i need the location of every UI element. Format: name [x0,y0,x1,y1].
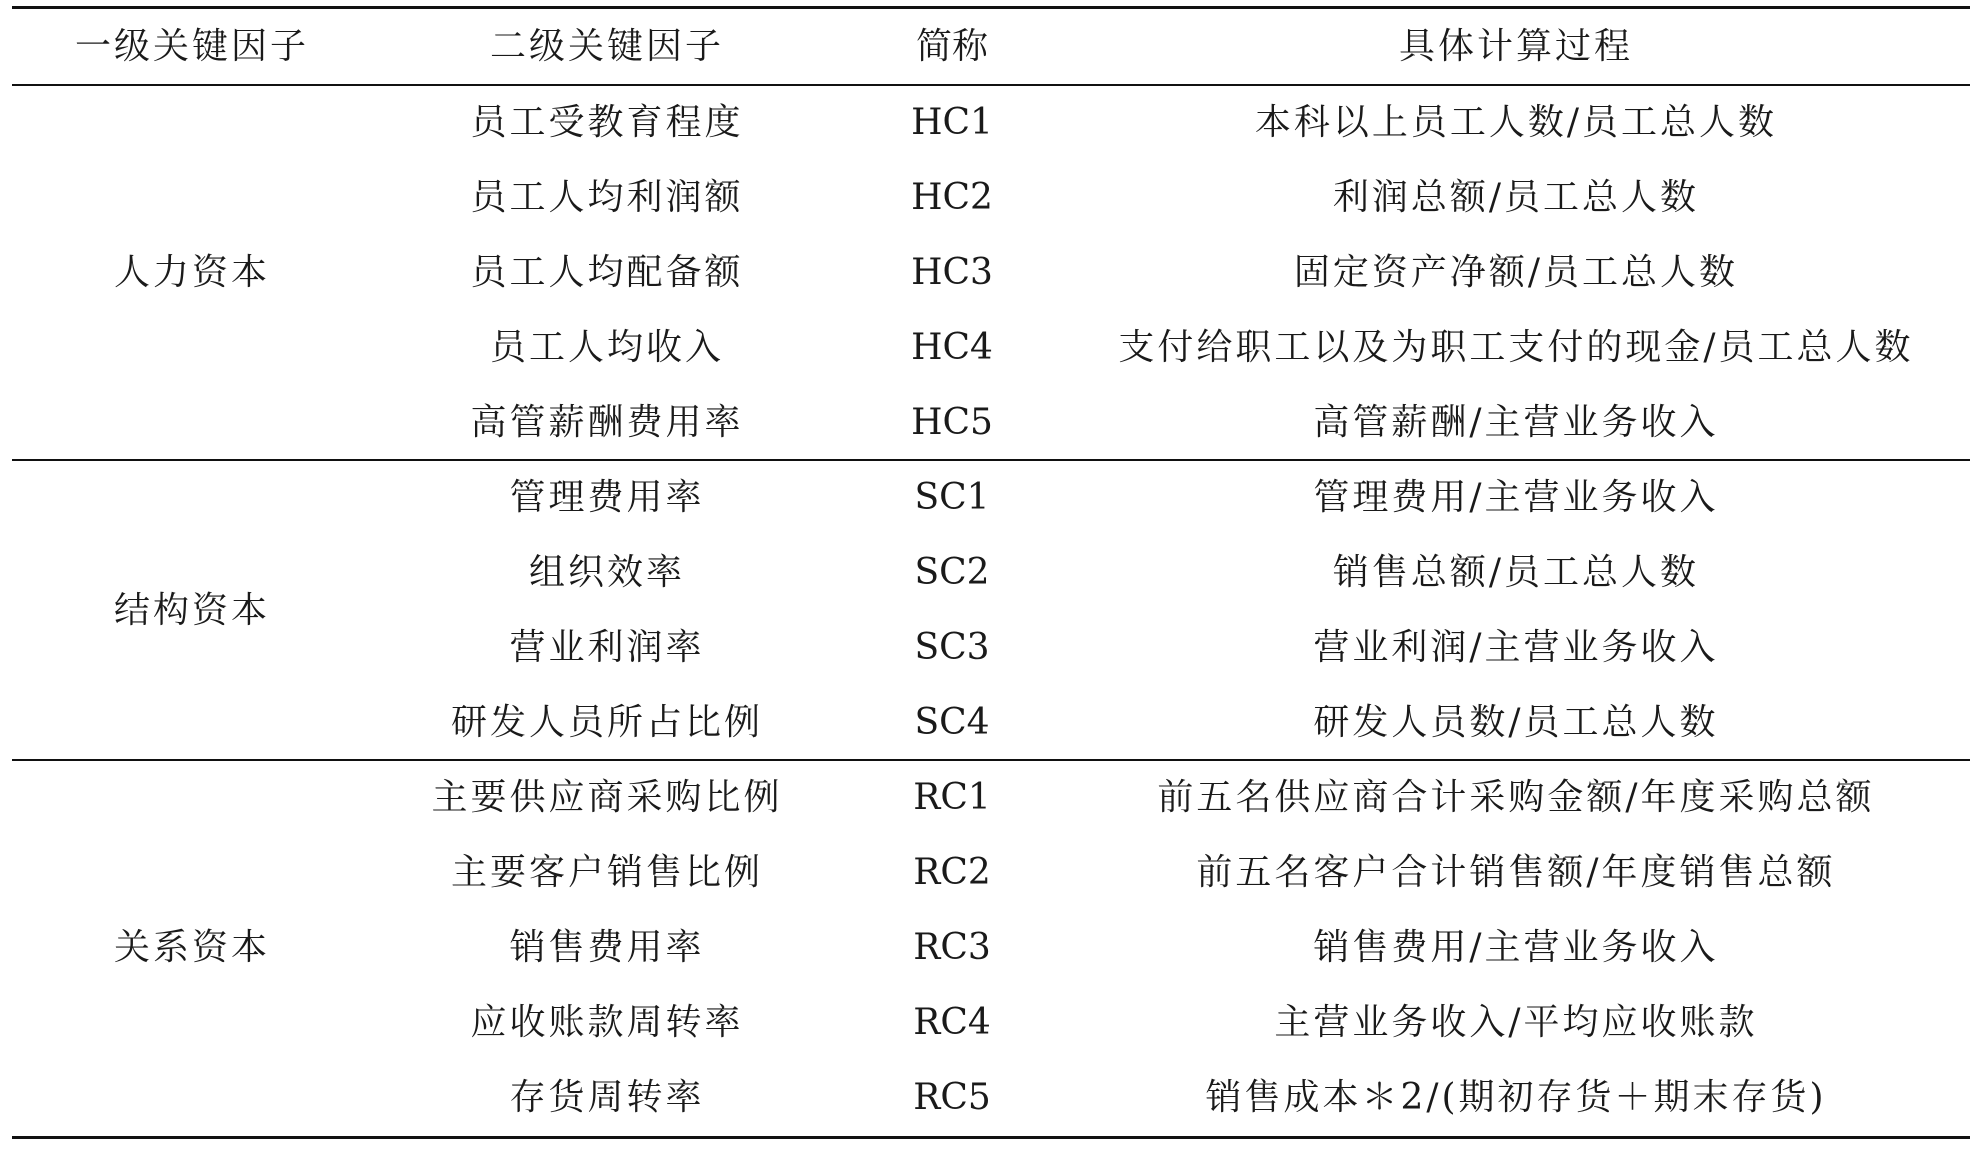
header-abbreviation: 简称 [915,26,988,67]
group-label-relational-capital: 关系资本 [113,927,270,968]
table-row-factor: 主要客户销售比例 [450,852,763,893]
table-row-formula: 高管薪酬/主营业务收入 [1313,402,1719,443]
table-row-abbr: SC3 [914,627,990,668]
header-calculation: 具体计算过程 [1398,26,1633,67]
table-row-abbr: SC1 [914,477,990,518]
table-row-factor: 销售费用率 [509,927,705,968]
table-row-abbr: RC3 [913,927,991,968]
table-row-factor: 主要供应商采购比例 [431,777,783,818]
table-row-abbr: SC4 [914,702,990,743]
table-row-abbr: HC3 [911,252,993,293]
bottom-rule [12,1136,1970,1139]
table-row-formula: 管理费用/主营业务收入 [1313,477,1719,518]
table-row-factor: 存货周转率 [509,1077,705,1118]
table-row-formula: 主营业务收入/平均应收账款 [1274,1002,1758,1043]
table-row-abbr: HC5 [911,402,993,443]
table-row-formula: 销售总额/员工总人数 [1332,552,1700,593]
table-row-formula: 利润总额/员工总人数 [1332,177,1700,218]
table-row-abbr: RC5 [913,1077,991,1118]
table-row-factor: 员工人均配备额 [470,252,744,293]
group-label-structural-capital: 结构资本 [113,590,270,631]
table-row-factor: 员工人均利润额 [470,177,744,218]
table-row-abbr: RC4 [913,1002,991,1043]
header-level2-factor: 二级关键因子 [489,26,724,67]
table-row-factor: 高管薪酬费用率 [470,402,744,443]
table-row-factor: 员工人均收入 [489,327,724,368]
table-row-formula: 前五名供应商合计采购金额/年度采购总额 [1157,777,1875,818]
table-row-formula: 前五名客户合计销售额/年度销售总额 [1196,852,1836,893]
table-row-formula: 固定资产净额/员工总人数 [1293,252,1739,293]
table-row-factor: 员工受教育程度 [470,102,744,143]
group-label-human-capital: 人力资本 [113,252,270,293]
table-row-factor: 组织效率 [528,552,685,593]
table-row-abbr: RC2 [913,852,991,893]
table-row-factor: 营业利润率 [509,627,705,668]
table-row-formula: 研发人员数/员工总人数 [1313,702,1719,743]
table-row-formula: 支付给职工以及为职工支付的现金/员工总人数 [1118,327,1914,368]
table-row-factor: 应收账款周转率 [470,1002,744,1043]
table-row-formula: 营业利润/主营业务收入 [1313,627,1719,668]
table-row-abbr: HC4 [911,327,993,368]
table-row-formula: 销售费用/主营业务收入 [1313,927,1719,968]
table-row-factor: 管理费用率 [509,477,705,518]
table-row-formula: 销售成本＊2/(期初存货＋期末存货) [1205,1077,1827,1118]
table-row-abbr: RC1 [913,777,991,818]
table-row-factor: 研发人员所占比例 [450,702,763,743]
table-row-abbr: HC2 [911,177,993,218]
table-row-abbr: SC2 [914,552,990,593]
table-row-abbr: HC1 [911,102,993,143]
table-row-formula: 本科以上员工人数/员工总人数 [1254,102,1778,143]
header-level1-factor: 一级关键因子 [74,26,309,67]
